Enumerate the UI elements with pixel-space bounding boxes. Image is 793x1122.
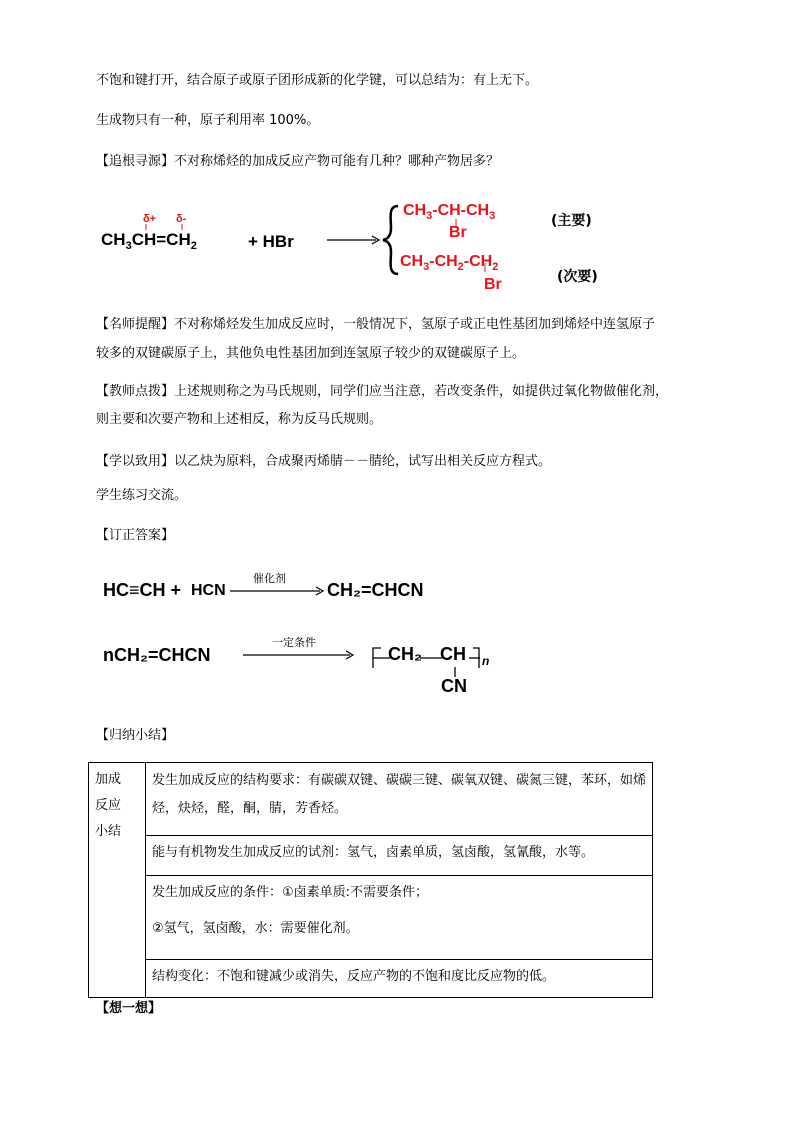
- paragraph-apply: 【学以致用】以乙炔为原料，合成聚丙烯腈－－腈纶，试写出相关反应方程式。: [96, 454, 552, 469]
- summary-row-reagents: 能与有机物发生加成反应的试剂：氢气，卤素单质，氢卤酸，氢氰酸，水等。: [146, 836, 653, 876]
- polymer-cn: CN: [441, 676, 467, 696]
- product-minor-br: Br: [484, 276, 502, 293]
- summary-condition-1: 发生加成反应的条件：①卤素单质:不需要条件；: [152, 885, 429, 900]
- paragraph-teacher-reminder-2: 较多的双键碳原子上，其他负电性基团加到连氢原子较少的双键碳原子上。: [96, 346, 526, 361]
- paragraph-atom-utilization: 生成物只有一种，原子利用率 100%。: [96, 113, 320, 128]
- reagent-hcn: HCN: [191, 582, 226, 599]
- condition-label: 一定条件: [272, 636, 316, 649]
- product-major: $CH_3-CH-CH_3$: [403, 202, 496, 222]
- polymer-ch: CH: [440, 644, 466, 664]
- left-label-line: 反应: [95, 798, 122, 813]
- product-minor: $CH_3-CH_2-CH_2$: [400, 253, 499, 273]
- paragraph-trace-source: 【追根寻源】不对称烯烃的加成反应产物可能有几种？哪种产物居多？: [96, 154, 500, 169]
- left-label-line: 加成: [95, 772, 122, 787]
- summary-condition-2: ②氢气，氢卤酸，水：需要催化剂。: [152, 921, 359, 936]
- major-label: (主要): [551, 213, 592, 229]
- summary-row-conditions: [146, 876, 653, 960]
- summary-table: [88, 762, 653, 998]
- paragraph-think-heading: 【想一想】: [96, 1001, 162, 1016]
- summary-left-label: [89, 763, 146, 998]
- summary-row-structure: 发生加成反应的结构要求：有碳碳双键、碳碳三键、碳氧双键、碳氮三键，苯环，如烯烃，炔烃，醛，酮，腈，芳香烃。: [146, 763, 653, 836]
- delta-plus-label: δ+: [143, 213, 157, 225]
- reactant-acetylene: HC≡CH +: [103, 580, 182, 600]
- product-major-br: Br: [449, 224, 467, 241]
- left-label-line: 小结: [95, 824, 122, 839]
- paragraph-teacher-tip-1: 【教师点拨】上述规则称之为马氏规则，同学们应当注意，若改变条件，如提供过氧化物做催化剂，: [96, 384, 669, 399]
- reactant-propene: $CH_3CH=CH_2$: [101, 230, 197, 252]
- paragraph-practice: 学生练习交流。: [96, 488, 188, 503]
- polymer-n: n: [482, 654, 490, 668]
- polymer-ch2: CH₂: [388, 644, 422, 664]
- paragraph-answer-heading: 【订正答案】: [96, 528, 175, 543]
- reagent-hbr: + HBr: [248, 232, 294, 251]
- paragraph-teacher-reminder-1: 【名师提醒】不对称烯烃发生加成反应时，一般情况下，氢原子或正电性基团加到烯烃中连氢原子: [96, 317, 656, 332]
- summary-row-structure-change: 结构变化：不饱和键减少或消失，反应产物的不饱和度比反应物的低。: [146, 960, 653, 998]
- catalyst-label: 催化剂: [253, 572, 286, 585]
- delta-minus-label: δ-: [176, 213, 187, 225]
- product-acrylonitrile: CH₂=CHCN: [327, 580, 424, 600]
- paragraph-unsaturated-bond: 不饱和键打开，结合原子或原子团形成新的化学键，可以总结为：有上无下。: [96, 73, 539, 88]
- paragraph-summary-heading: 【归纳小结】: [96, 728, 175, 743]
- minor-label: (次要): [557, 269, 598, 285]
- monomer-acrylonitrile: nCH₂=CHCN: [103, 645, 211, 665]
- paragraph-teacher-tip-2: 则主要和次要产物和上述相反，称为反马氏规则。: [96, 412, 383, 427]
